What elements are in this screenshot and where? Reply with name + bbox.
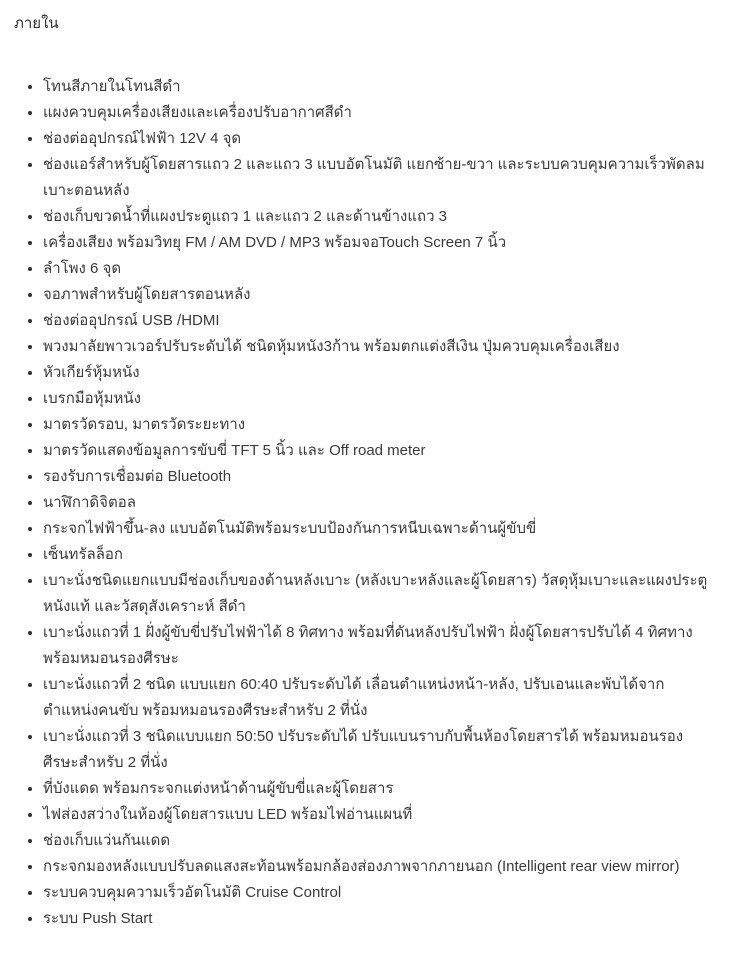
list-item: • ช่องเก็บแว่นกันแดด	[43, 828, 720, 854]
list-item: • กระจกไฟฟ้าขึ้น-ลง แบบอัตโนมัติพร้อมระบบป้องกันการหนีบเฉพาะด้านผู้ขับขี่	[43, 516, 720, 542]
list-item: • นาฬิกาดิจิตอล	[43, 490, 720, 516]
list-item: • มาตรวัดแสดงข้อมูลการขับขี่ TFT 5 นิ้ว และ Off road meter	[43, 438, 720, 464]
list-item: • พวงมาลัยพาวเวอร์ปรับระดับได้ ชนิดหุ้มหนัง3ก้าน พร้อมตกแต่งสีเงิน ปุ่มควบคุมเครื่องเสียง	[43, 334, 720, 360]
list-item: • ช่องต่ออุปกรณ์ USB /HDMI	[43, 308, 720, 334]
list-item: • ที่บังแดด พร้อมกระจกแต่งหน้าด้านผู้ขับขี่และผู้โดยสาร	[43, 776, 720, 802]
list-item: • เบาะนั่งแถวที่ 2 ชนิด แบบแยก 60:40 ปรับระดับได้ เลื่อนตำแหน่งหน้า-หลัง, ปรับเอนและพับได้จากตำแหน่งคนขับ พร้อมหมอนรองศีรษะสำหรับ 2 ที่นั่ง	[43, 672, 720, 724]
list-item: • เซ็นทรัลล็อก	[43, 542, 720, 568]
list-item: • ลำโพง 6 จุด	[43, 256, 720, 282]
list-item: • ระบบ Push Start	[43, 906, 720, 932]
list-item: • แผงควบคุมเครื่องเสียงและเครื่องปรับอากาศสีดำ	[43, 100, 720, 126]
list-item: • เบาะนั่งแถวที่ 1 ฝั่งผู้ขับขี่ปรับไฟฟ้าได้ 8 ทิศทาง พร้อมที่ดันหลังปรับไฟฟ้า ฝั่งผู้โดยสารปรับได้ 4 ทิศทาง พร้อมหมอนรองศีรษะ	[43, 620, 720, 672]
list-item: • ไฟส่องสว่างในห้องผู้โดยสารแบบ LED พร้อมไฟอ่านแผนที่	[43, 802, 720, 828]
list-item: • รองรับการเชื่อมต่อ Bluetooth	[43, 464, 720, 490]
list-item: • กระจกมองหลังแบบปรับลดแสงสะท้อนพร้อมกล้องส่องภาพจากภายนอก (Intelligent rear view mirror)	[43, 854, 720, 880]
list-item: • จอภาพสำหรับผู้โดยสารตอนหลัง	[43, 282, 720, 308]
list-item: • เบาะนั่งแถวที่ 3 ชนิดแบบแยก 50:50 ปรับระดับได้ ปรับแบนราบกับพื้นห้องโดยสารได้ พร้อมหมอนรองศีรษะสำหรับ 2 ที่นั่ง	[43, 724, 720, 776]
list-item: • มาตรวัดรอบ, มาตรวัดระยะทาง	[43, 412, 720, 438]
list-item: • หัวเกียร์หุ้มหนัง	[43, 360, 720, 386]
list-item: • ช่องแอร์สำหรับผู้โดยสารแถว 2 และแถว 3 แบบอัตโนมัติ แยกซ้าย-ขวา และระบบควบคุมความเร็วพัดลมเบาะตอนหลัง	[43, 152, 720, 204]
feature-list	[14, 74, 720, 932]
list-item: • เครื่องเสียง พร้อมวิทยุ FM / AM DVD / MP3 พร้อมจอTouch Screen 7 นิ้ว	[43, 230, 720, 256]
list-item: • โทนสีภายในโทนสีดำ	[43, 74, 720, 100]
page-title: ภายใน	[14, 15, 59, 32]
list-item: • ช่องต่ออุปกรณ์ไฟฟ้า 12V 4 จุด	[43, 126, 720, 152]
list-item: • ช่องเก็บขวดน้ำที่แผงประตูแถว 1 และแถว 2 และด้านข้างแถว 3	[43, 204, 720, 230]
list-item: • เบาะนั่งชนิดแยกแบบมีช่องเก็บของด้านหลังเบาะ (หลังเบาะหลังและผู้โดยสาร) วัสดุหุ้มเบาะและแผงประตูหนังแท้ และวัสดุสังเคราะห์ สีดำ	[43, 568, 720, 620]
list-item: • เบรกมือหุ้มหนัง	[43, 386, 720, 412]
list-item: • ระบบควบคุมความเร็วอัตโนมัติ Cruise Control	[43, 880, 720, 906]
